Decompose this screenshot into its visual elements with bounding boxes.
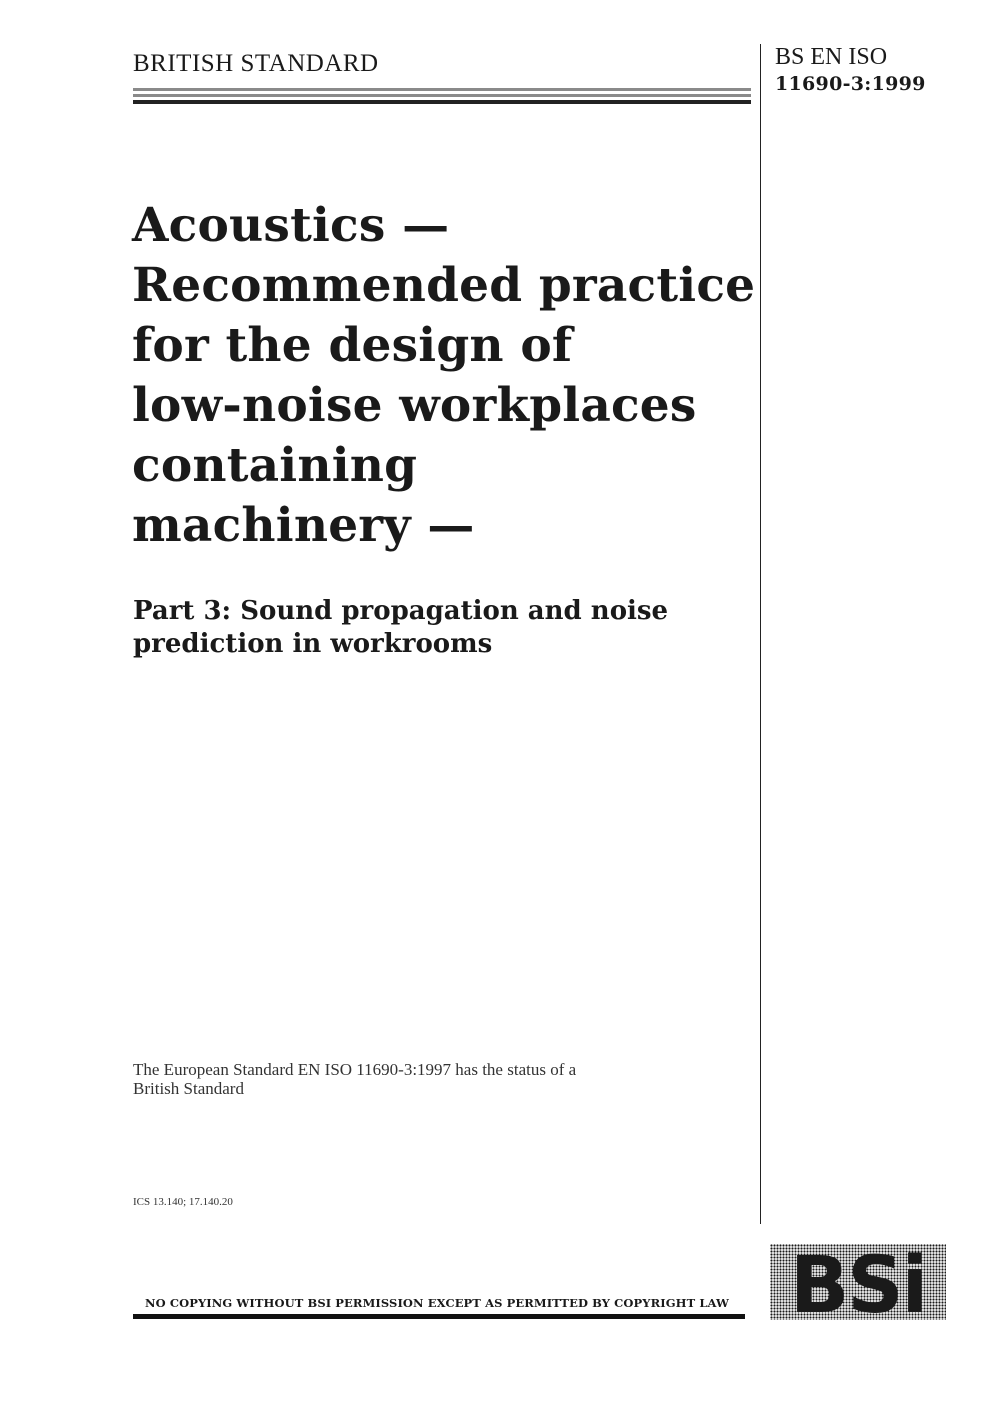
title-line: Acoustics — — [132, 198, 450, 253]
subtitle-line: Part 3: Sound propagation and noise — [133, 596, 669, 626]
vertical-divider — [760, 44, 761, 1224]
footer-rule — [133, 1314, 745, 1319]
bsi-logo-icon — [770, 1244, 946, 1320]
title-line: low-noise workplaces — [132, 378, 697, 433]
header-rule-grey-2 — [133, 94, 751, 97]
subtitle-line: prediction in workrooms — [133, 629, 493, 659]
bsi-logo-text: BSi — [789, 1244, 927, 1320]
title-line: machinery — — [132, 498, 475, 553]
header-rule-grey — [133, 88, 751, 91]
standard-prefix: BS EN ISO — [775, 44, 888, 70]
series-label: BRITISH STANDARD — [133, 50, 379, 77]
ics-code: ICS 13.140; 17.140.20 — [133, 1196, 233, 1208]
title-line: containing — [132, 438, 418, 493]
status-note — [133, 1060, 693, 1098]
document-title — [132, 196, 756, 556]
title-line: for the design of — [132, 318, 573, 373]
standard-code: 11690-3:1999 — [775, 73, 926, 95]
title-line: Recommended practice — [132, 258, 756, 313]
header-rule-black — [133, 100, 751, 104]
standard-number — [775, 44, 975, 98]
document-subtitle — [133, 595, 753, 661]
status-note-line: British Standard — [133, 1079, 244, 1098]
status-note-line: The European Standard EN ISO 11690-3:1997 has the status of a — [133, 1060, 577, 1079]
copyright-notice: NO COPYING WITHOUT BSI PERMISSION EXCEPT AS PERMITTED BY COPYRIGHT LAW — [145, 1296, 730, 1310]
